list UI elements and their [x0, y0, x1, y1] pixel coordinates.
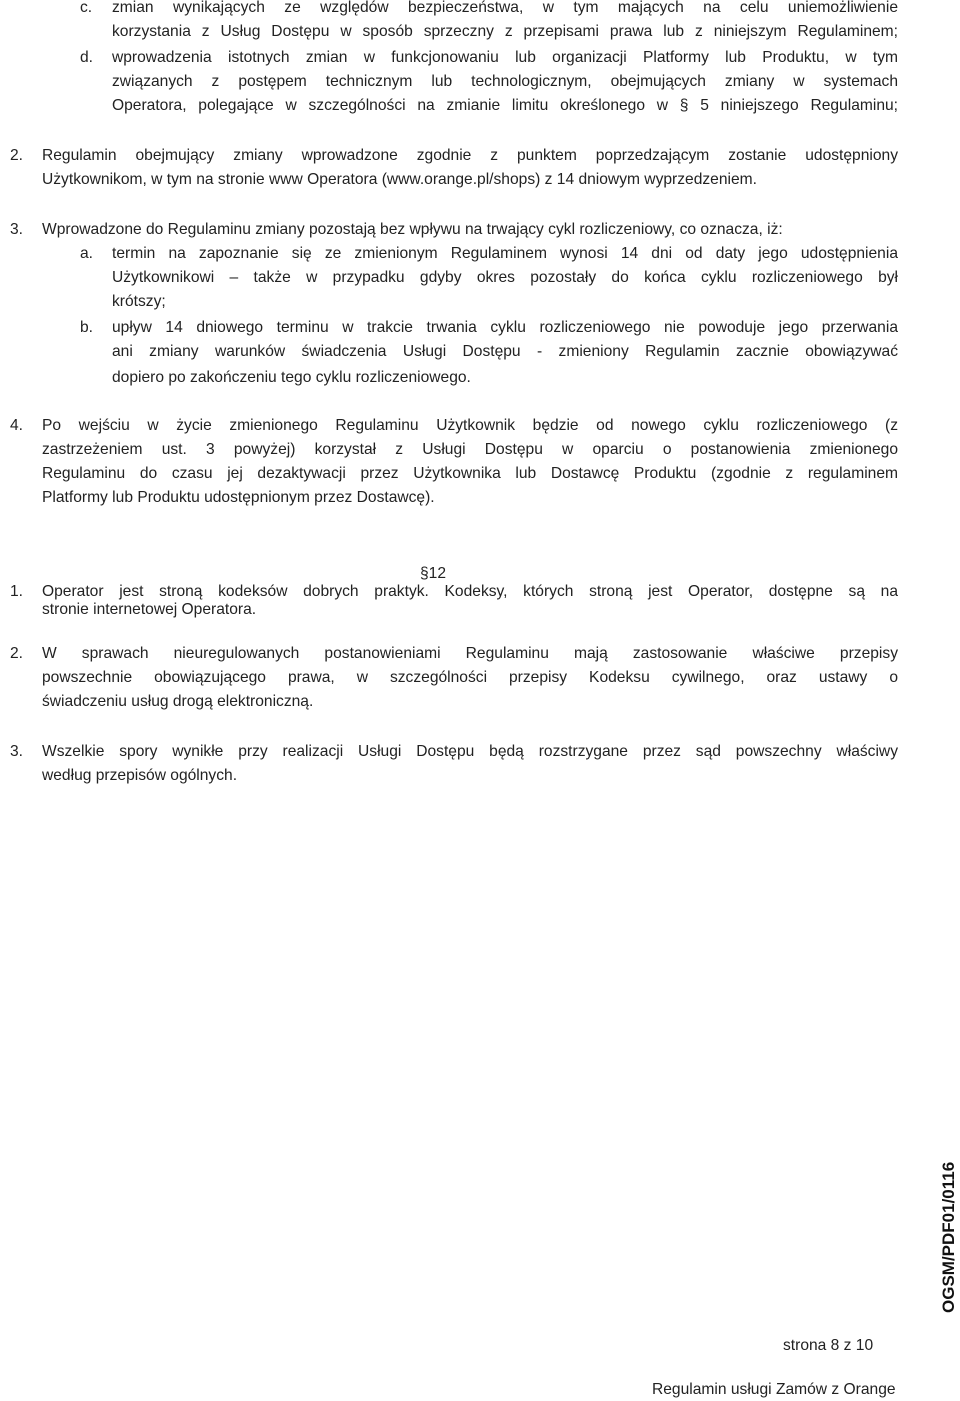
item-d-marker: d.: [80, 49, 94, 66]
s12-para-1-marker: 1.: [10, 583, 24, 600]
para-3a-line-1: termin na zapoznanie się ze zmienionym Regulaminem wynosi 14 dni od daty jego udostępnienia: [112, 245, 898, 262]
para-3b-line-1: upływ 14 dniowego terminu w trakcie trwania cyklu rozliczeniowego nie powoduje jego przerwania: [112, 319, 898, 336]
para-3b-line-3: dopiero po zakończeniu tego cyklu rozliczeniowego.: [112, 369, 471, 386]
section-12-title: §12: [420, 565, 447, 582]
item-c-line-1: zmian wynikających ze względów bezpieczeństwa, w tym mających na celu uniemożliwienie: [112, 0, 898, 16]
para-3b-marker: b.: [80, 319, 94, 336]
item-c-marker: c.: [80, 0, 93, 16]
para-3-line: Wprowadzone do Regulaminu zmiany pozostają bez wpływu na trwający cykl rozliczeniowy, co oznacza, iż:: [42, 221, 783, 238]
document-code-vertical: OGSM/PDF01/0116: [939, 1161, 958, 1313]
s12-para-2-line-1: W sprawach nieuregulowanych postanowieniami Regulaminu mają zastosowanie właściwe przepisy: [42, 645, 898, 662]
item-d-line-2: związanych z postępem technicznym lub technologicznym, obejmujących zmiany w systemach: [112, 73, 898, 90]
para-4-line-1: Po wejściu w życie zmienionego Regulaminu Użytkownik będzie od nowego cyklu rozliczeniowego (z: [42, 417, 898, 434]
para-3a-line-3: krótszy;: [112, 293, 166, 310]
item-d-line-1: wprowadzenia istotnych zmian w funkcjonowaniu lub organizacji Platformy lub Produktu, w tym: [112, 49, 898, 66]
para-3-marker: 3.: [10, 221, 24, 238]
para-2-marker: 2.: [10, 147, 24, 164]
s12-para-2-marker: 2.: [10, 645, 24, 662]
s12-para-2-line-2: powszechnie obowiązującego prawa, w szczególności przepisy Kodeksu cywilnego, oraz ustawy o: [42, 669, 898, 686]
para-4-marker: 4.: [10, 417, 24, 434]
para-2-line-2: Użytkownikom, w tym na stronie www Operatora (www.orange.pl/shops) z 14 dniowym wyprzedzeniem.: [42, 171, 757, 188]
footer-document-title: Regulamin usługi Zamów z Orange: [652, 1381, 896, 1398]
para-2-line-1: Regulamin obejmujący zmiany wprowadzone zgodnie z punktem poprzedzającym zostanie udostępniony: [42, 147, 898, 164]
para-3b-line-2: ani zmiany warunków świadczenia Usługi Dostępu - zmieniony Regulamin zacznie obowiązywać: [112, 343, 898, 360]
s12-para-3-marker: 3.: [10, 743, 24, 760]
s12-para-1-line-1: Operator jest stroną kodeksów dobrych praktyk. Kodeksy, których stroną jest Operator, dostępne są na: [42, 583, 898, 600]
s12-para-3-line-2: według przepisów ogólnych.: [42, 767, 238, 784]
para-3a-line-2: Użytkownikowi – także w przypadku gdyby okres pozostały do końca cyklu rozliczeniowego był: [112, 269, 898, 286]
para-4-line-3: Regulaminu do czasu jej dezaktywacji przez Użytkownika lub Dostawcę Produktu (zgodnie z regulaminem: [42, 465, 898, 482]
para-3a-marker: a.: [80, 245, 94, 262]
para-4-line-2: zastrzeżeniem ust. 3 powyżej) korzystał z Usługi Dostępu w oparciu o postanowienia zmienionego: [42, 441, 898, 458]
item-c-line-2: korzystania z Usług Dostępu w sposób sprzeczny z przepisami prawa lub z niniejszym Regulaminem;: [112, 23, 898, 40]
para-4-line-4: Platformy lub Produktu udostępnionym przez Dostawcę).: [42, 489, 435, 506]
s12-para-3-line-1: Wszelkie spory wynikłe przy realizacji Usługi Dostępu będą rozstrzygane przez sąd powszechny właściwy: [42, 743, 898, 760]
s12-para-2-line-3: świadczeniu usług drogą elektroniczną.: [42, 693, 314, 710]
item-d-line-3: Operatora, polegające w szczególności na zmianie limitu określonego w § 5 niniejszego Regulaminu;: [112, 97, 898, 114]
page-number: strona 8 z 10: [783, 1337, 874, 1354]
s12-para-1-line-2: stronie internetowej Operatora.: [42, 601, 257, 618]
